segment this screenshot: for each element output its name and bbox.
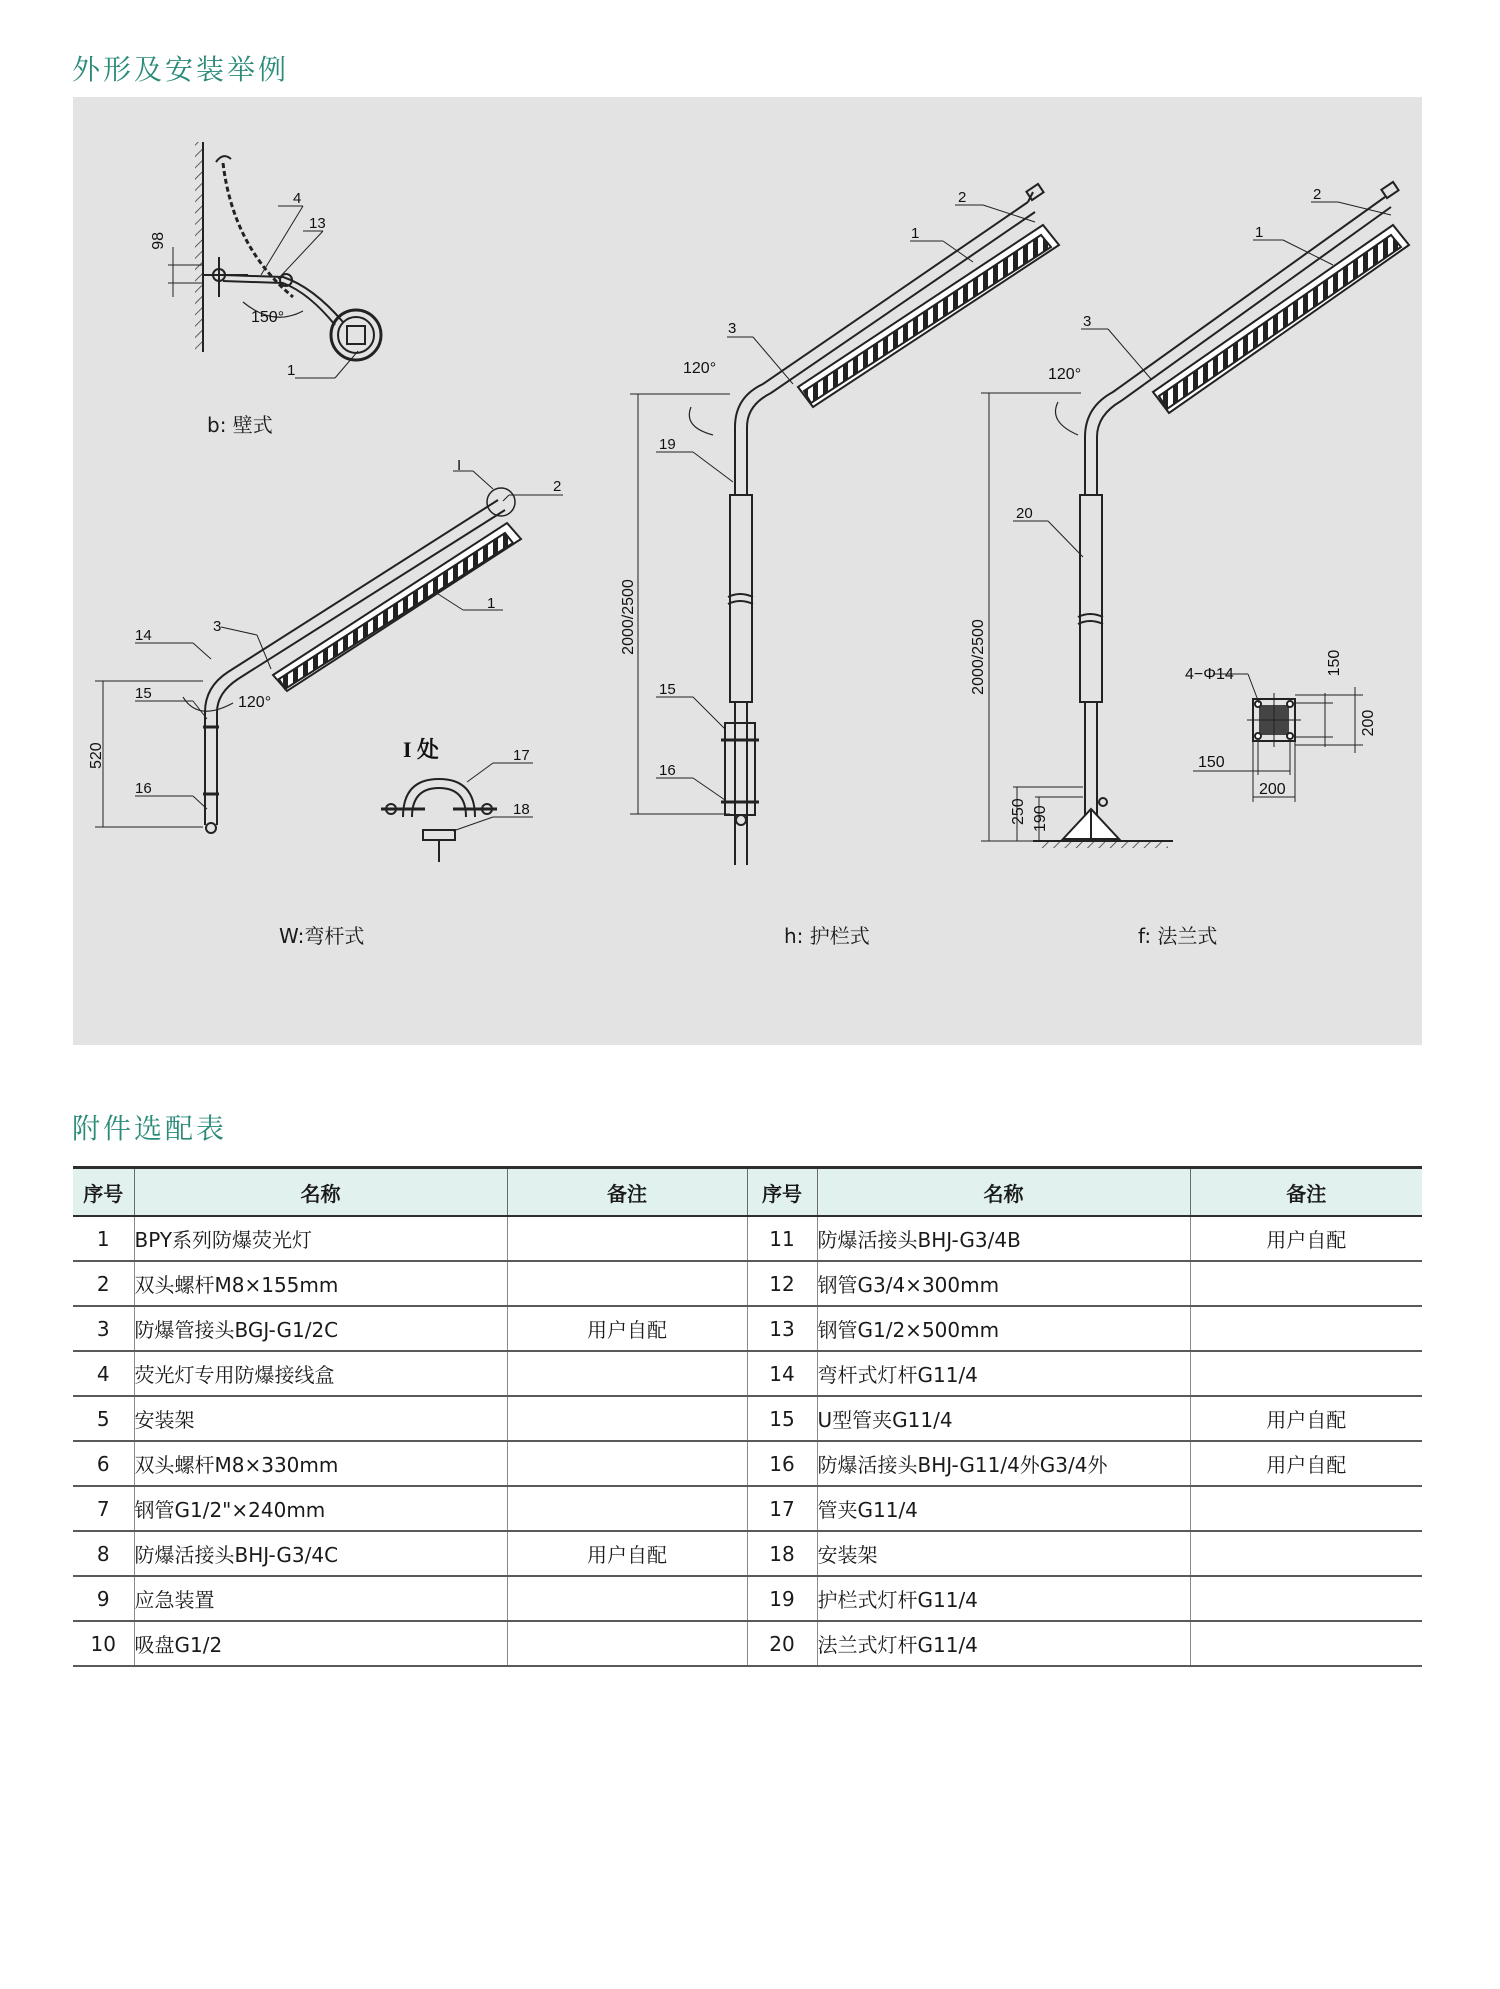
guardrail-drawing [630, 184, 1059, 865]
item-name: 安装架 [134, 1396, 507, 1441]
dim-2000-guard: 2000/2500 [620, 579, 637, 655]
caption-guardrail: h: 护栏式 [784, 924, 870, 948]
item-note [507, 1261, 747, 1306]
item-name: 钢管G1/2×500mm [817, 1306, 1190, 1351]
bent-pole-drawing [95, 471, 563, 833]
item-name: 荧光灯专用防爆接线盒 [134, 1351, 507, 1396]
item-note [1190, 1261, 1422, 1306]
table-row [73, 1486, 1422, 1531]
header-no-left: 序号 [73, 1168, 134, 1217]
label-17: 17 [513, 747, 530, 764]
item-name: 管夹G11/4 [817, 1486, 1190, 1531]
table-row [73, 1576, 1422, 1621]
dim-150-horiz: 150 [1198, 754, 1225, 771]
header-name-right: 名称 [817, 1168, 1190, 1217]
item-note: 用户自配 [507, 1306, 747, 1351]
label-15-guard: 15 [659, 681, 676, 698]
label-13: 13 [309, 215, 326, 232]
section-title-installation: 外形及安装举例 [72, 53, 290, 86]
dim-190: 190 [1032, 805, 1049, 832]
dim-120deg-flange: 120° [1048, 366, 1082, 383]
item-no: 19 [747, 1576, 817, 1621]
item-no: 2 [73, 1261, 134, 1306]
section-title-accessories: 附件选配表 [72, 1112, 228, 1145]
item-no: 6 [73, 1441, 134, 1486]
item-name: U型管夹G11/4 [817, 1396, 1190, 1441]
dim-120deg-guard: 120° [683, 360, 717, 377]
dim-200-vert: 200 [1360, 709, 1377, 737]
item-no: 9 [73, 1576, 134, 1621]
label-1-bent: 1 [487, 595, 496, 612]
caption-wall: b: 壁式 [207, 413, 273, 437]
item-no: 5 [73, 1396, 134, 1441]
item-name: 弯杆式灯杆G11/4 [817, 1351, 1190, 1396]
label-2-bent: 2 [553, 478, 562, 495]
caption-bent: W:弯杆式 [279, 924, 365, 948]
table-row [73, 1531, 1422, 1576]
item-note [507, 1351, 747, 1396]
item-no: 4 [73, 1351, 134, 1396]
item-no: 3 [73, 1306, 134, 1351]
item-no: 8 [73, 1531, 134, 1576]
item-note [507, 1396, 747, 1441]
item-name: 钢管G1/2"×240mm [134, 1486, 507, 1531]
header-no-right: 序号 [747, 1168, 817, 1217]
dim-98: 98 [150, 232, 167, 250]
item-name: 防爆活接头BHJ-G11/4外G3/4外 [817, 1441, 1190, 1486]
item-no: 20 [747, 1621, 817, 1666]
label-1-wall: 1 [287, 362, 296, 379]
label-20: 20 [1016, 505, 1033, 522]
label-15-bent: 15 [135, 685, 152, 702]
item-note [507, 1441, 747, 1486]
item-name: 安装架 [817, 1531, 1190, 1576]
header-note-left: 备注 [507, 1168, 747, 1217]
item-note: 用户自配 [507, 1531, 747, 1576]
item-name: 应急装置 [134, 1576, 507, 1621]
item-no: 12 [747, 1261, 817, 1306]
accessory-table [73, 1166, 1422, 1667]
table-row [73, 1351, 1422, 1396]
item-no: 7 [73, 1486, 134, 1531]
dim-120deg-bent: 120° [238, 694, 272, 711]
item-no: 10 [73, 1621, 134, 1666]
label-2-guard: 2 [958, 189, 967, 206]
item-note [1190, 1531, 1422, 1576]
label-1-guard: 1 [911, 225, 920, 242]
callout-I: I [457, 457, 462, 474]
label-16-guard: 16 [659, 762, 676, 779]
wall-mount-drawing [168, 142, 381, 378]
item-name: 钢管G3/4×300mm [817, 1261, 1190, 1306]
dim-2000-flange: 2000/2500 [970, 619, 987, 695]
installation-drawings [73, 97, 1422, 1045]
label-3-bent: 3 [213, 618, 222, 635]
item-no: 1 [73, 1216, 134, 1261]
caption-flange: f: 法兰式 [1138, 924, 1218, 948]
item-note [1190, 1351, 1422, 1396]
label-14: 14 [135, 627, 152, 644]
table-row [73, 1396, 1422, 1441]
item-name: 双头螺杆M8×330mm [134, 1441, 507, 1486]
item-note [507, 1621, 747, 1666]
item-note [1190, 1576, 1422, 1621]
item-note [507, 1576, 747, 1621]
item-note: 用户自配 [1190, 1396, 1422, 1441]
dim-520: 520 [88, 742, 105, 769]
item-note: 用户自配 [1190, 1441, 1422, 1486]
item-name: 防爆活接头BHJ-G3/4B [817, 1216, 1190, 1261]
dim-200-horiz: 200 [1259, 781, 1286, 798]
label-16-bent: 16 [135, 780, 152, 797]
table-row [73, 1306, 1422, 1351]
dim-150deg: 150° [251, 309, 285, 326]
dim-holes: 4−Φ14 [1185, 666, 1234, 683]
dim-250: 250 [1010, 798, 1027, 825]
item-name: 防爆活接头BHJ-G3/4C [134, 1531, 507, 1576]
detail-I-title: I 处 [403, 737, 440, 762]
item-name: 防爆管接头BGJ-G1/2C [134, 1306, 507, 1351]
item-note: 用户自配 [1190, 1216, 1422, 1261]
item-no: 14 [747, 1351, 817, 1396]
label-3-guard: 3 [728, 320, 737, 337]
item-note [507, 1216, 747, 1261]
item-no: 15 [747, 1396, 817, 1441]
detail-I-drawing [381, 763, 533, 862]
table-row [73, 1216, 1422, 1261]
flange-drawing [981, 182, 1409, 848]
item-name: 护栏式灯杆G11/4 [817, 1576, 1190, 1621]
item-name: 双头螺杆M8×155mm [134, 1261, 507, 1306]
installation-figure [73, 97, 1422, 1045]
table-row [73, 1441, 1422, 1486]
table-header-row [73, 1168, 1422, 1217]
label-3-flange: 3 [1083, 313, 1092, 330]
item-no: 16 [747, 1441, 817, 1486]
item-note [507, 1486, 747, 1531]
item-name: 吸盘G1/2 [134, 1621, 507, 1666]
label-1-flange: 1 [1255, 224, 1264, 241]
item-no: 17 [747, 1486, 817, 1531]
item-no: 18 [747, 1531, 817, 1576]
item-note [1190, 1486, 1422, 1531]
label-2-flange: 2 [1313, 186, 1322, 203]
item-no: 13 [747, 1306, 817, 1351]
table-row [73, 1621, 1422, 1666]
label-19: 19 [659, 436, 676, 453]
item-no: 11 [747, 1216, 817, 1261]
header-name-left: 名称 [134, 1168, 507, 1217]
label-4: 4 [293, 190, 302, 207]
header-note-right: 备注 [1190, 1168, 1422, 1217]
item-name: BPY系列防爆荧光灯 [134, 1216, 507, 1261]
dim-150-vert: 150 [1326, 649, 1343, 677]
table-row [73, 1261, 1422, 1306]
item-note [1190, 1621, 1422, 1666]
label-18: 18 [513, 801, 530, 818]
item-name: 法兰式灯杆G11/4 [817, 1621, 1190, 1666]
item-note [1190, 1306, 1422, 1351]
